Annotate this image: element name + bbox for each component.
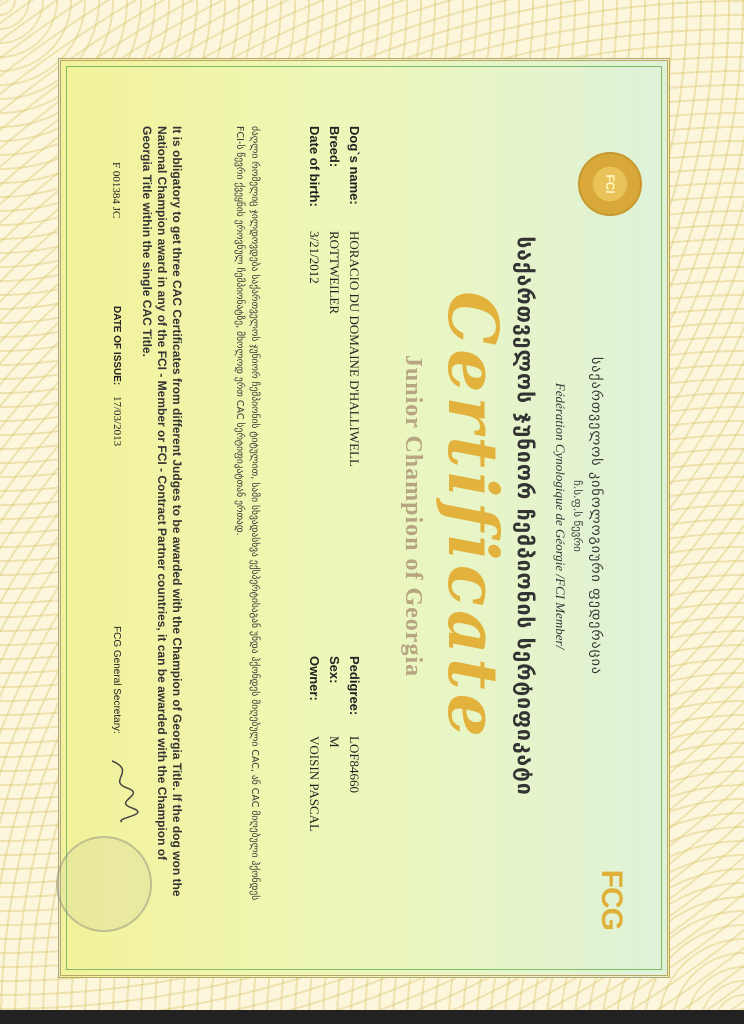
scan-edge <box>0 1010 744 1024</box>
org-name-french: Fédération Cynologique de Géorgie /FCI Member/ <box>553 382 568 650</box>
certificate-subtitle: Junior Champion of Georgia <box>400 354 426 678</box>
certificate-title-georgian: საქართველოს ჯუნიორ ჩემპიონის სერტიფიკატი <box>513 236 537 796</box>
issue-date-value: 17/03/2013 <box>111 396 123 447</box>
dob-label: Date of birth: <box>307 126 322 207</box>
fci-logo-icon: FCI <box>578 152 642 216</box>
dog-name-label: Dog`s name: <box>347 126 362 205</box>
certificate-content <box>62 66 662 966</box>
rules-text-english: It is obligatory to get three CAC Certificates from different Judges to be awarded with the Champion of Georgia Title. If the dog won the National Champion award in any of the FCI - Member or FCI - Contract Partner countries, it can be awarded with the Champion of Georgia Title within the single CAC Title. <box>140 126 184 897</box>
sex-value: M <box>327 736 342 748</box>
fcg-brand-logo: FCG <box>595 869 628 930</box>
org-subline-georgian: ჩ.ს.ფ.ს წევრი <box>571 480 584 552</box>
signature-icon <box>102 756 142 826</box>
serial-number: F 001384 JC <box>110 162 122 219</box>
org-name-georgian: საქართველოს კინოლოგიური ფედერაცია <box>588 356 604 675</box>
secretary-label: FCG General Secretary: <box>111 626 122 734</box>
owner-label: Owner: <box>307 656 322 701</box>
dob-value: 3/21/2012 <box>307 231 322 284</box>
stamp-seal-icon <box>56 836 152 932</box>
breed-label: Breed: <box>327 126 342 168</box>
breed-value: ROTTWEILER <box>327 231 342 315</box>
rules-text-georgian: ძაღლი რომელიც ჯილდოვდება საქართველოს ჯუნიორ ჩემპიონის ტიტულით, სამი სხვადასხვა ექსპერტისაგან უნდა ჰქონდეს მიღებული CAC, ან CAC მიღებული ჰქონდეს FCI-ს წევრი ქვეყნის ეროვნულ ჩემპიონატზე, მხოლოდ ერთ CAC სერტიფიკატთან ერთად. <box>234 126 260 901</box>
pedigree-value: LOF84660 <box>347 736 362 794</box>
pedigree-label: Pedigree: <box>347 656 362 716</box>
certificate-title: Certificate <box>432 291 512 741</box>
issue-date-label: DATE OF ISSUE: <box>111 306 122 386</box>
dog-name-value: HORACIO DU DOMAINE D'HALLIWELL <box>347 231 362 467</box>
owner-value: VOISIN PASCAL <box>307 736 322 832</box>
sex-label: Sex: <box>327 656 342 684</box>
